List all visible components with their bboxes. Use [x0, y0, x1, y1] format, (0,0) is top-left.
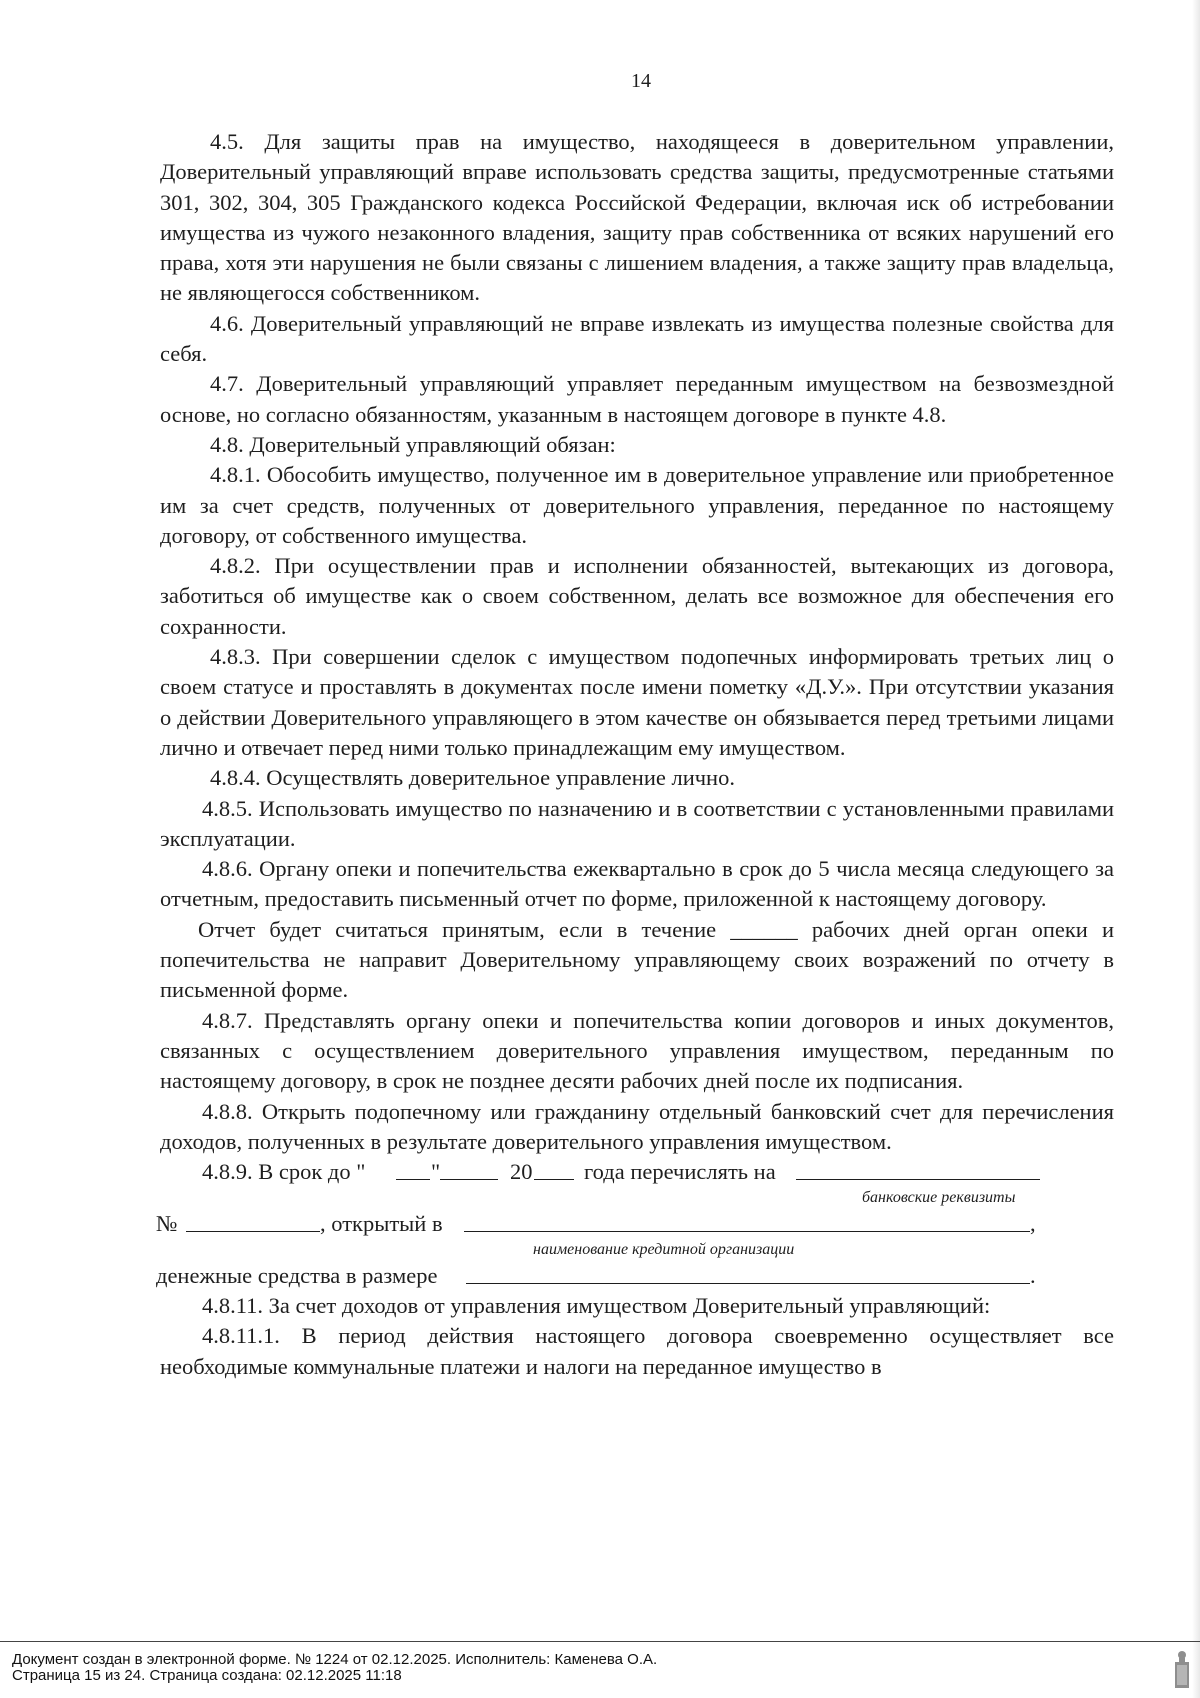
document-footer: [0, 1641, 1200, 1684]
day-blank: [396, 1157, 430, 1188]
month-blank: [440, 1157, 498, 1188]
paragraph-report-acceptance: Отчет будет считаться принятым, если в течение ______ рабочих дней орган опеки и попечительства не направит Доверительному управляющему своих возражений по отчету в письменной форме.: [160, 916, 1114, 1003]
fill-line-period: .: [1030, 1263, 1036, 1289]
fill-line-amount-prefix: денежные средства в размере: [156, 1263, 438, 1289]
caption-credit-org-text: наименование кредитной организации: [533, 1241, 795, 1259]
footer-line-document-info: Документ создан в электронной форме. № 1224 от 02.12.2025. Исполнитель: Каменева О.А.: [12, 1651, 658, 1668]
account-number-blank: [186, 1209, 320, 1240]
coat-of-arms-icon: [1172, 1648, 1192, 1690]
fill-line-century: 20: [510, 1159, 533, 1185]
paragraph-4-5: 4.5. Для защиты прав на имущество, находящееся в доверительном управлении, Доверительный управляющий вправе использовать средства защиты, предусмотренные статьями 301, 302, 304, 305 Гражданского кодекса Российской Федерации, включая иск об истребовании имущества из чужого незаконного владения, защиту прав собственника от всяких нарушений его права, хотя эти нарушения не были связаны с лишением владения, а также защиту прав владельца, не являющегосся собственником.: [160, 129, 1114, 306]
year-blank: [534, 1157, 574, 1188]
paragraph-4-8-11: 4.8.11. За счет доходов от управления имуществом Доверительный управляющий:: [202, 1293, 991, 1319]
document-body: [156, 127, 1114, 1382]
page-number: 14: [631, 70, 651, 92]
bank-details-blank: [796, 1157, 1040, 1188]
paragraph-4-8-8: 4.8.8. Открыть подопечному или гражданину отдельный банковский счет для перечисления доходов, полученных в результате доверительного управления имуществом.: [160, 1098, 1114, 1154]
fill-line-amount: [156, 1261, 1114, 1291]
paragraph-4-7: 4.7. Доверительный управляющий управляет переданным имуществом на безвозмездной основе, но согласно обязанностям, указанным в настоящем договоре в пункте 4.8.: [160, 371, 1114, 427]
credit-org-blank: [464, 1209, 1030, 1240]
paragraph-4-8-7: 4.8.7. Представлять органу опеки и попечительства копии договоров и иных документов, связанных с осуществлением доверительного управления имуществом, переданным по настоящему договору, в срок не позднее десяти рабочих дней после их подписания.: [160, 1007, 1114, 1094]
caption-credit-org: [160, 1239, 1114, 1261]
fill-line-prefix: 4.8.9. В срок до ": [202, 1159, 366, 1185]
paragraph-4-8-3: 4.8.3. При совершении сделок с имуществом подопечных информировать третьих лиц о своем статусе и проставлять в документах после имени пометку «Д.У.». При отсутствии указания о действии Доверительного управляющего в этом качестве он обязывается перед третьими лицами лично и отвечает перед ними только принадлежащим ему имуществом.: [160, 644, 1114, 760]
page-edge-shadow: [1192, 0, 1200, 1698]
paragraph-4-6: 4.6. Доверительный управляющий не вправе извлекать из имущества полезные свойства для себя.: [160, 310, 1114, 367]
fill-line-suffix: года перечислять на: [584, 1159, 776, 1185]
fill-line-transfer-date: [160, 1157, 1114, 1187]
caption-bank-details-text: банковские реквизиты: [862, 1189, 1016, 1207]
caption-bank-details: [160, 1187, 1114, 1209]
footer-line-page-info: Страница 15 из 24. Страница создана: 02.12.2025 11:18: [12, 1667, 402, 1684]
paragraph-4-8-6: 4.8.6. Органу опеки и попечительства ежеквартально в срок до 5 числа месяца следующего за отчетным, предоставить письменный отчет по форме, приложенной к настоящему договору.: [160, 856, 1114, 912]
fill-line-quote: ": [431, 1159, 441, 1185]
paragraph-4-8-1: 4.8.1. Обособить имущество, полученное им в доверительное управление или приобретенное им за счет средств, полученных от доверительного управления, переданное по настоящему договору, от собственного имущества.: [160, 462, 1114, 548]
amount-blank: [466, 1261, 1030, 1292]
paragraph-4-8-5: 4.8.5. Использовать имущество по назначению и в соответствии с установленными правилами эксплуатации.: [160, 795, 1114, 851]
number-sign: №: [156, 1211, 178, 1237]
fill-line-opened-in: , открытый в: [320, 1211, 443, 1237]
paragraph-4-8-4: 4.8.4. Осуществлять доверительное управление лично.: [210, 765, 735, 791]
paragraph-4-8-2: 4.8.2. При осуществлении прав и исполнении обязанностей, вытекающих из договора, заботиться об имуществе как о своем собственном, делать все возможное для обеспечения его сохранности.: [160, 553, 1114, 639]
fill-line-account: [156, 1209, 1114, 1239]
paragraph-4-8: 4.8. Доверительный управляющий обязан:: [210, 431, 616, 457]
footer-text: [12, 1652, 657, 1684]
paragraph-4-8-11-1: 4.8.11.1. В период действия настоящего договора своевременно осуществляет все необходимые коммунальные платежи и налоги на переданное имущество в: [160, 1323, 1114, 1379]
fill-line-comma: ,: [1030, 1211, 1036, 1237]
